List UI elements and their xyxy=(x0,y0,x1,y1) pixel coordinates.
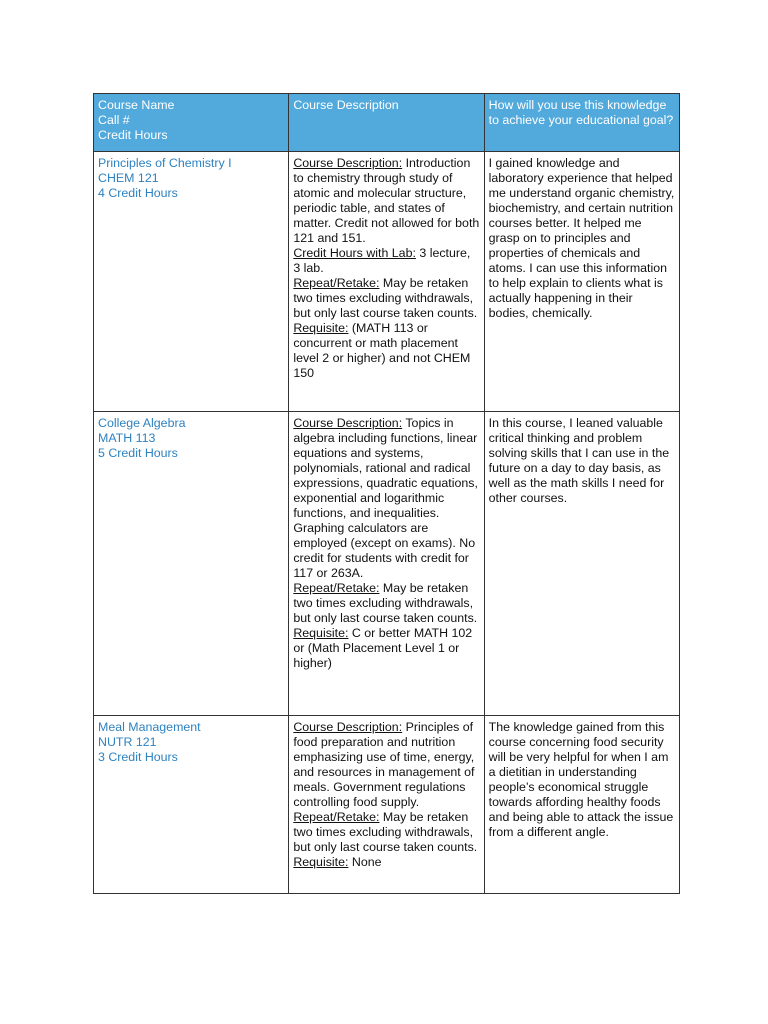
header-educational-goal: How will you use this knowledge to achieve your educational goal? xyxy=(484,94,679,152)
desc-label: Requisite: xyxy=(293,626,349,640)
desc-label: Course Description: xyxy=(293,156,403,170)
desc-label: Repeat/Retake: xyxy=(293,810,380,824)
desc-text: Topics in algebra including functions, linear equations and systems, polynomials, rational and radical expressions, quadratic equations, exponential and logarithmic functions, and inequalities. Graphing calculators are employed (except on exams). No credit for students with credit for 117 or 263A. xyxy=(293,416,478,580)
course-id-cell xyxy=(94,716,289,894)
desc-text: May be retaken two times excluding withdrawals, but only last course taken counts. xyxy=(293,581,478,625)
course-call-number: CHEM 121 xyxy=(98,171,159,185)
course-name: Principles of Chemistry I xyxy=(98,156,232,170)
course-table xyxy=(93,93,680,894)
desc-text: Principles of food preparation and nutrition emphasizing use of time, energy, and resources in management of meals. Government regulations controlling food supply. xyxy=(293,720,475,809)
desc-text: 3 lecture, 3 lab. xyxy=(293,246,471,275)
header-credit-hours: Credit Hours xyxy=(98,128,168,142)
course-description-cell xyxy=(289,716,484,894)
header-course-description: Course Description xyxy=(289,94,484,152)
desc-label: Repeat/Retake: xyxy=(293,276,380,290)
table-row xyxy=(94,152,680,412)
table-row xyxy=(94,716,680,894)
desc-label: Course Description: xyxy=(293,416,403,430)
course-name: College Algebra xyxy=(98,416,186,430)
desc-text: May be retaken two times excluding withdrawals, but only last course taken counts. xyxy=(293,810,478,854)
desc-text: May be retaken two times excluding withdrawals, but only last course taken counts. xyxy=(293,276,478,320)
course-credit-hours: 3 Credit Hours xyxy=(98,750,178,764)
desc-label: Requisite: xyxy=(293,855,349,869)
desc-text: Introduction to chemistry through study of atomic and molecular structure, periodic table, and states of matter. Credit not allowed for both 121 and 151. xyxy=(293,156,480,245)
desc-label: Course Description: xyxy=(293,720,403,734)
course-use-cell: I gained knowledge and laboratory experience that helped me understand organic chemistry, biochemistry, and certain nutrition courses better. It helped me grasp on to principles and properties of chemicals and atoms. I can use this information to help explain to clients what is actually happening in their bodies, chemically. xyxy=(484,152,679,412)
table-header-row xyxy=(94,94,680,152)
desc-label: Credit Hours with Lab: xyxy=(293,246,416,260)
header-call-number: Call # xyxy=(98,113,130,127)
course-name: Meal Management xyxy=(98,720,201,734)
course-id-cell xyxy=(94,412,289,716)
course-use-cell: The knowledge gained from this course concerning food security will be very helpful for when I am a dietitian in understanding people’s economical struggle towards affording healthy foods and being able to attack the issue from a different angle. xyxy=(484,716,679,894)
course-description-cell xyxy=(289,152,484,412)
course-call-number: MATH 113 xyxy=(98,431,156,445)
course-credit-hours: 5 Credit Hours xyxy=(98,446,178,460)
header-course-name-cell xyxy=(94,94,289,152)
table-row xyxy=(94,412,680,716)
desc-text: (MATH 113 or concurrent or math placement level 2 or higher) and not CHEM 150 xyxy=(293,321,471,380)
course-description-cell xyxy=(289,412,484,716)
desc-text: C or better MATH 102 or (Math Placement Level 1 or higher) xyxy=(293,626,473,670)
course-use-cell: In this course, I leaned valuable critical thinking and problem solving skills that I can use in the future on a day to day basis, as well as the math skills I need for other courses. xyxy=(484,412,679,716)
course-id-cell xyxy=(94,152,289,412)
course-call-number: NUTR 121 xyxy=(98,735,157,749)
header-course-name: Course Name xyxy=(98,98,175,112)
desc-text: None xyxy=(348,855,382,869)
desc-label: Repeat/Retake: xyxy=(293,581,380,595)
course-credit-hours: 4 Credit Hours xyxy=(98,186,178,200)
desc-label: Requisite: xyxy=(293,321,349,335)
